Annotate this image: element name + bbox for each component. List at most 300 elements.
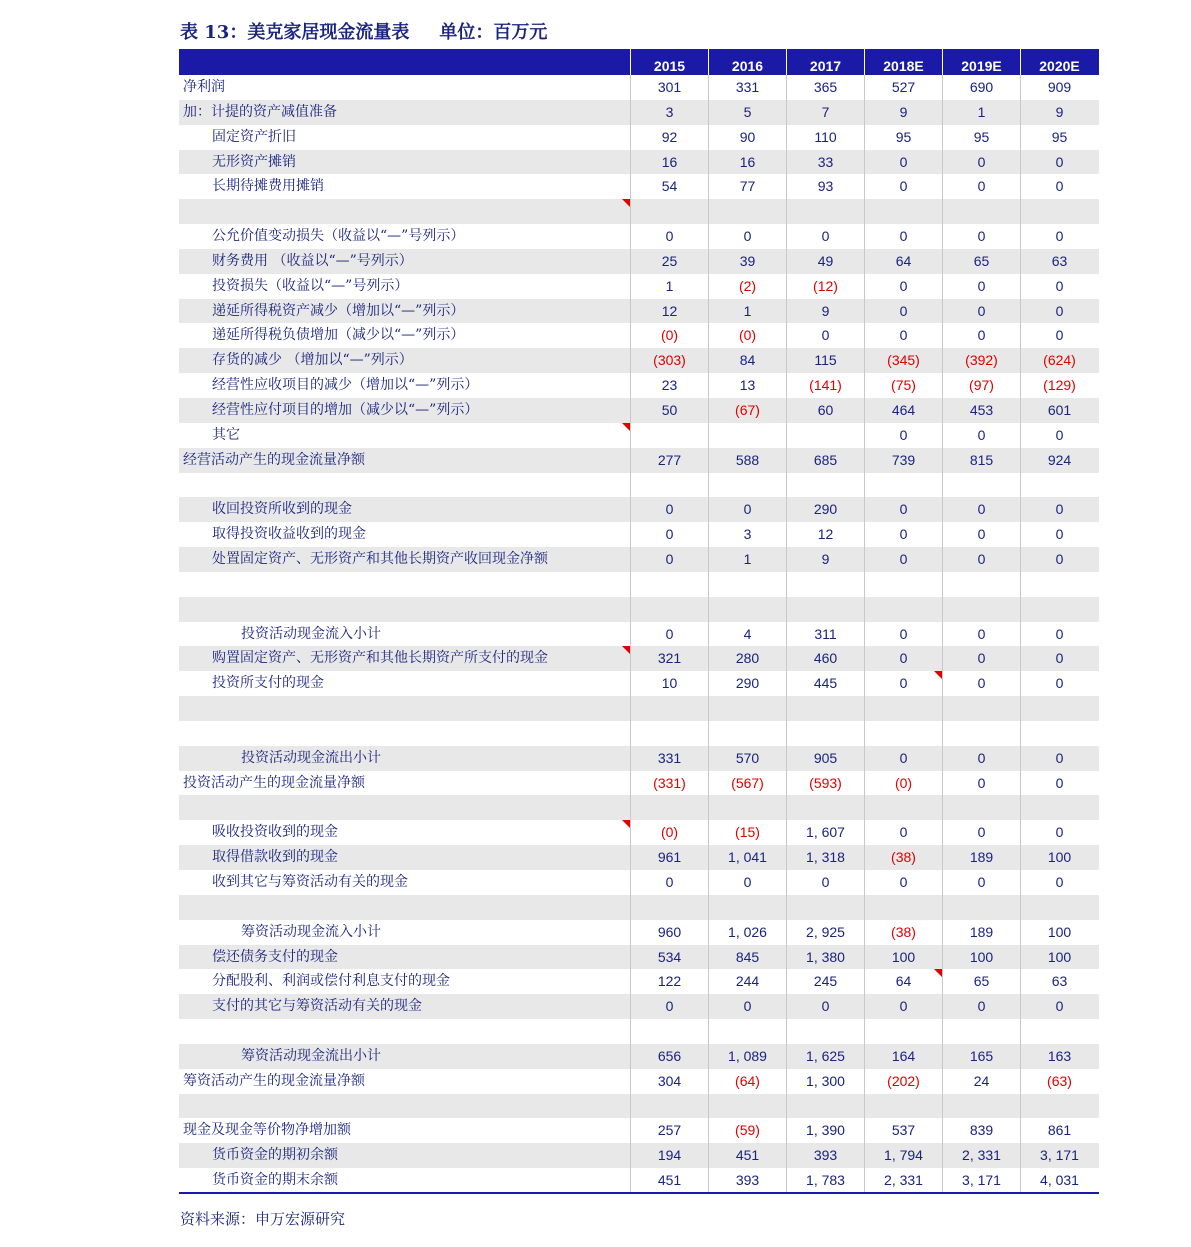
value-cell bbox=[786, 572, 864, 597]
value-cell: 0 bbox=[942, 870, 1020, 895]
table-row bbox=[179, 100, 1099, 125]
value-cell: 0 bbox=[942, 771, 1020, 796]
value-cell: 1, 318 bbox=[786, 845, 864, 870]
row-label: 经营性应收项目的减少（增加以“—”列示） bbox=[212, 377, 479, 394]
value-cell: 451 bbox=[630, 1168, 708, 1193]
value-cell: (15) bbox=[708, 820, 786, 845]
value-cell: 0 bbox=[864, 547, 942, 572]
value-cell bbox=[1020, 721, 1098, 746]
comment-flag-icon bbox=[934, 969, 942, 977]
row-label bbox=[179, 895, 630, 920]
table-row bbox=[179, 249, 1099, 274]
row-label: 存货的减少 （增加以“—”列示） bbox=[212, 352, 413, 369]
value-cell: 464 bbox=[864, 398, 942, 423]
value-cell: 1, 380 bbox=[786, 945, 864, 970]
value-cell: 1 bbox=[708, 547, 786, 572]
year-header: 2018E bbox=[864, 49, 942, 75]
value-cell: 95 bbox=[942, 125, 1020, 150]
row-label: 加：计提的资产减值准备 bbox=[183, 103, 337, 120]
value-cell: 64 bbox=[864, 969, 942, 994]
value-cell bbox=[864, 473, 942, 498]
row-label: 取得借款收到的现金 bbox=[212, 849, 338, 866]
row-label: 经营活动产生的现金流量净额 bbox=[183, 451, 365, 468]
value-cell: 1 bbox=[708, 299, 786, 324]
table-row bbox=[179, 820, 1099, 845]
row-label bbox=[179, 721, 630, 746]
value-cell: (0) bbox=[630, 820, 708, 845]
value-cell: 95 bbox=[1020, 125, 1098, 150]
value-cell: 64 bbox=[864, 249, 942, 274]
value-cell: 0 bbox=[864, 497, 942, 522]
value-cell: 2, 331 bbox=[942, 1143, 1020, 1168]
value-cell: 93 bbox=[786, 174, 864, 199]
value-cell: 0 bbox=[864, 870, 942, 895]
value-cell: 0 bbox=[864, 522, 942, 547]
value-cell bbox=[786, 1094, 864, 1119]
value-cell: 77 bbox=[708, 174, 786, 199]
row-label: 投资活动现金流入小计 bbox=[241, 625, 381, 642]
value-cell bbox=[708, 1094, 786, 1119]
value-cell: 0 bbox=[942, 274, 1020, 299]
value-cell bbox=[786, 1019, 864, 1044]
table-row bbox=[179, 373, 1099, 398]
row-label: 支付的其它与筹资活动有关的现金 bbox=[212, 998, 422, 1015]
row-label: 投资所支付的现金 bbox=[212, 675, 324, 692]
value-cell bbox=[1020, 199, 1098, 224]
value-cell: (59) bbox=[708, 1118, 786, 1143]
table-row bbox=[179, 522, 1099, 547]
value-cell bbox=[708, 721, 786, 746]
value-cell: (64) bbox=[708, 1069, 786, 1094]
value-cell: 164 bbox=[864, 1044, 942, 1069]
value-cell bbox=[630, 597, 708, 622]
value-cell: 100 bbox=[1020, 920, 1098, 945]
value-cell: 0 bbox=[630, 522, 708, 547]
table-row bbox=[179, 1069, 1099, 1094]
value-cell: 163 bbox=[1020, 1044, 1098, 1069]
row-label: 经营性应付项目的增加（减少以“—”列示） bbox=[212, 401, 479, 418]
value-cell: 0 bbox=[942, 646, 1020, 671]
value-cell: 537 bbox=[864, 1118, 942, 1143]
value-cell bbox=[942, 895, 1020, 920]
value-cell: 16 bbox=[630, 150, 708, 175]
value-cell: 257 bbox=[630, 1118, 708, 1143]
row-label: 投资活动产生的现金流量净额 bbox=[183, 774, 365, 791]
value-cell: 839 bbox=[942, 1118, 1020, 1143]
table-row bbox=[179, 274, 1099, 299]
value-cell: 1 bbox=[942, 100, 1020, 125]
value-cell: 115 bbox=[786, 348, 864, 373]
table-row bbox=[179, 323, 1099, 348]
table-row bbox=[179, 299, 1099, 324]
value-cell: 9 bbox=[864, 100, 942, 125]
row-label: 筹资活动现金流入小计 bbox=[241, 923, 381, 940]
row-label bbox=[179, 199, 630, 224]
value-cell: 0 bbox=[1020, 646, 1098, 671]
row-label bbox=[179, 572, 630, 597]
year-header: 2020E bbox=[1020, 49, 1098, 75]
value-cell: 0 bbox=[708, 497, 786, 522]
row-label: 货币资金的期初余额 bbox=[212, 1147, 338, 1164]
table-row bbox=[179, 622, 1099, 647]
value-cell: 445 bbox=[786, 671, 864, 696]
value-cell: 244 bbox=[708, 969, 786, 994]
value-cell: 0 bbox=[786, 224, 864, 249]
value-cell: 1, 794 bbox=[864, 1143, 942, 1168]
table-row bbox=[179, 1019, 1099, 1044]
value-cell: 100 bbox=[1020, 945, 1098, 970]
header-label-cell bbox=[179, 49, 630, 75]
table-row bbox=[179, 199, 1099, 224]
value-cell: 393 bbox=[786, 1143, 864, 1168]
row-label: 投资损失（收益以“—”号列示） bbox=[212, 277, 409, 294]
value-cell: 588 bbox=[708, 448, 786, 473]
table-title bbox=[180, 18, 547, 44]
value-cell: 0 bbox=[708, 870, 786, 895]
value-cell: 321 bbox=[630, 646, 708, 671]
row-label: 公允价值变动损失（收益以“—”号列示） bbox=[212, 228, 465, 245]
year-header: 2019E bbox=[942, 49, 1020, 75]
value-cell: 1, 607 bbox=[786, 820, 864, 845]
value-cell: 301 bbox=[630, 75, 708, 100]
value-cell: 0 bbox=[786, 323, 864, 348]
value-cell: 9 bbox=[786, 547, 864, 572]
value-cell bbox=[786, 473, 864, 498]
year-header: 2016 bbox=[708, 49, 786, 75]
value-cell: (141) bbox=[786, 373, 864, 398]
value-cell: 110 bbox=[786, 125, 864, 150]
table-body bbox=[179, 75, 1099, 1193]
value-cell bbox=[864, 1094, 942, 1119]
row-label: 收回投资所收到的现金 bbox=[212, 501, 352, 518]
value-cell bbox=[942, 721, 1020, 746]
value-cell bbox=[864, 572, 942, 597]
value-cell: 0 bbox=[864, 746, 942, 771]
value-cell: 65 bbox=[942, 249, 1020, 274]
value-cell: 290 bbox=[786, 497, 864, 522]
table-row bbox=[179, 945, 1099, 970]
comment-flag-icon bbox=[622, 646, 630, 654]
value-cell: (2) bbox=[708, 274, 786, 299]
value-cell: (331) bbox=[630, 771, 708, 796]
value-cell: (624) bbox=[1020, 348, 1098, 373]
row-label: 其它 bbox=[212, 426, 240, 443]
value-cell: 1, 089 bbox=[708, 1044, 786, 1069]
value-cell: 0 bbox=[942, 497, 1020, 522]
value-cell: 1, 783 bbox=[786, 1168, 864, 1193]
table-row bbox=[179, 75, 1099, 100]
value-cell bbox=[630, 1094, 708, 1119]
table-row bbox=[179, 174, 1099, 199]
value-cell: 0 bbox=[1020, 174, 1098, 199]
value-cell bbox=[942, 696, 1020, 721]
value-cell: 13 bbox=[708, 373, 786, 398]
value-cell: 12 bbox=[630, 299, 708, 324]
value-cell bbox=[1020, 473, 1098, 498]
value-cell: 0 bbox=[630, 870, 708, 895]
value-cell: 10 bbox=[630, 671, 708, 696]
value-cell bbox=[786, 597, 864, 622]
value-cell: 0 bbox=[942, 820, 1020, 845]
value-cell: 739 bbox=[864, 448, 942, 473]
table-row bbox=[179, 1118, 1099, 1143]
value-cell: 0 bbox=[1020, 994, 1098, 1019]
value-cell: 453 bbox=[942, 398, 1020, 423]
value-cell: 33 bbox=[786, 150, 864, 175]
value-cell: 0 bbox=[864, 174, 942, 199]
table-row bbox=[179, 671, 1099, 696]
value-cell bbox=[786, 721, 864, 746]
value-cell: 0 bbox=[630, 994, 708, 1019]
table-row bbox=[179, 795, 1099, 820]
row-label: 现金及现金等价物净增加额 bbox=[183, 1122, 351, 1139]
value-cell: 0 bbox=[1020, 522, 1098, 547]
value-cell bbox=[1020, 572, 1098, 597]
value-cell: 905 bbox=[786, 746, 864, 771]
value-cell: 0 bbox=[942, 174, 1020, 199]
value-cell: 1, 390 bbox=[786, 1118, 864, 1143]
value-cell: 601 bbox=[1020, 398, 1098, 423]
value-cell: 2, 331 bbox=[864, 1168, 942, 1193]
row-label: 财务费用 （收益以“—”号列示） bbox=[212, 252, 413, 269]
table-row bbox=[179, 1044, 1099, 1069]
table-row bbox=[179, 920, 1099, 945]
value-cell: 0 bbox=[864, 671, 942, 696]
value-cell bbox=[708, 572, 786, 597]
bottom-rule bbox=[179, 1192, 1099, 1194]
value-cell: 845 bbox=[708, 945, 786, 970]
value-cell: 0 bbox=[630, 497, 708, 522]
value-cell: 7 bbox=[786, 100, 864, 125]
row-label: 购置固定资产、无形资产和其他长期资产所支付的现金 bbox=[212, 650, 548, 667]
value-cell: 909 bbox=[1020, 75, 1098, 100]
table-row bbox=[179, 572, 1099, 597]
value-cell: 0 bbox=[786, 870, 864, 895]
row-label bbox=[179, 1019, 630, 1044]
table-row bbox=[179, 746, 1099, 771]
value-cell: 0 bbox=[942, 522, 1020, 547]
value-cell: 0 bbox=[1020, 423, 1098, 448]
value-cell: 100 bbox=[1020, 845, 1098, 870]
table-row bbox=[179, 597, 1099, 622]
comment-flag-icon bbox=[622, 423, 630, 431]
comment-flag-icon bbox=[622, 820, 630, 828]
row-label bbox=[179, 696, 630, 721]
value-cell bbox=[864, 895, 942, 920]
value-cell: 0 bbox=[1020, 299, 1098, 324]
value-cell: 0 bbox=[1020, 820, 1098, 845]
value-cell: 0 bbox=[942, 299, 1020, 324]
value-cell: (0) bbox=[630, 323, 708, 348]
table-row bbox=[179, 1168, 1099, 1193]
value-cell: (97) bbox=[942, 373, 1020, 398]
value-cell: 0 bbox=[1020, 622, 1098, 647]
value-cell: 95 bbox=[864, 125, 942, 150]
value-cell bbox=[1020, 597, 1098, 622]
value-cell: (0) bbox=[864, 771, 942, 796]
value-cell: 0 bbox=[708, 224, 786, 249]
value-cell: 0 bbox=[864, 646, 942, 671]
value-cell bbox=[708, 597, 786, 622]
value-cell: 92 bbox=[630, 125, 708, 150]
row-label bbox=[179, 597, 630, 622]
row-label: 处置固定资产、无形资产和其他长期资产收回现金净额 bbox=[212, 551, 548, 568]
table-row bbox=[179, 721, 1099, 746]
value-cell: 9 bbox=[1020, 100, 1098, 125]
source-note: 资料来源：申万宏源研究 bbox=[180, 1210, 346, 1228]
value-cell: 290 bbox=[708, 671, 786, 696]
table-row bbox=[179, 398, 1099, 423]
value-cell: 0 bbox=[1020, 274, 1098, 299]
value-cell: 0 bbox=[1020, 224, 1098, 249]
value-cell: 4 bbox=[708, 622, 786, 647]
value-cell: 365 bbox=[786, 75, 864, 100]
value-cell: 54 bbox=[630, 174, 708, 199]
value-cell: 25 bbox=[630, 249, 708, 274]
value-cell: 0 bbox=[1020, 323, 1098, 348]
header-row bbox=[179, 49, 1099, 75]
value-cell: 194 bbox=[630, 1143, 708, 1168]
value-cell: 0 bbox=[942, 622, 1020, 647]
row-label: 货币资金的期末余额 bbox=[212, 1172, 338, 1189]
value-cell bbox=[942, 199, 1020, 224]
value-cell: 0 bbox=[1020, 671, 1098, 696]
table-row bbox=[179, 473, 1099, 498]
value-cell: 3 bbox=[708, 522, 786, 547]
value-cell: 100 bbox=[942, 945, 1020, 970]
table-row bbox=[179, 125, 1099, 150]
value-cell: 861 bbox=[1020, 1118, 1098, 1143]
value-cell: 0 bbox=[708, 994, 786, 1019]
table-row bbox=[179, 1143, 1099, 1168]
unit-text: 单位：百万元 bbox=[439, 22, 548, 43]
value-cell: 165 bbox=[942, 1044, 1020, 1069]
value-cell bbox=[630, 895, 708, 920]
value-cell bbox=[786, 895, 864, 920]
value-cell: 39 bbox=[708, 249, 786, 274]
value-cell: 331 bbox=[708, 75, 786, 100]
value-cell bbox=[630, 473, 708, 498]
table-row bbox=[179, 224, 1099, 249]
value-cell: 0 bbox=[864, 224, 942, 249]
value-cell: 690 bbox=[942, 75, 1020, 100]
value-cell bbox=[708, 423, 786, 448]
value-cell: 1, 300 bbox=[786, 1069, 864, 1094]
value-cell: 84 bbox=[708, 348, 786, 373]
value-cell: 100 bbox=[864, 945, 942, 970]
table-row bbox=[179, 969, 1099, 994]
table-row bbox=[179, 1094, 1099, 1119]
value-cell bbox=[708, 1019, 786, 1044]
value-cell: 3, 171 bbox=[942, 1168, 1020, 1193]
row-label: 吸收投资收到的现金 bbox=[212, 824, 338, 841]
value-cell: (129) bbox=[1020, 373, 1098, 398]
value-cell: 0 bbox=[864, 274, 942, 299]
value-cell: 4, 031 bbox=[1020, 1168, 1098, 1193]
row-label: 净利润 bbox=[183, 79, 225, 95]
value-cell: 60 bbox=[786, 398, 864, 423]
value-cell: 527 bbox=[864, 75, 942, 100]
value-cell bbox=[864, 199, 942, 224]
value-cell: (345) bbox=[864, 348, 942, 373]
table-row bbox=[179, 448, 1099, 473]
value-cell: (75) bbox=[864, 373, 942, 398]
value-cell: 0 bbox=[942, 323, 1020, 348]
value-cell bbox=[1020, 895, 1098, 920]
table-row bbox=[179, 150, 1099, 175]
table-row bbox=[179, 423, 1099, 448]
value-cell: (12) bbox=[786, 274, 864, 299]
value-cell bbox=[630, 572, 708, 597]
value-cell: 685 bbox=[786, 448, 864, 473]
table-row bbox=[179, 497, 1099, 522]
value-cell bbox=[708, 199, 786, 224]
row-label: 筹资活动现金流出小计 bbox=[241, 1047, 381, 1064]
value-cell: 0 bbox=[942, 547, 1020, 572]
value-cell: 122 bbox=[630, 969, 708, 994]
value-cell: 0 bbox=[1020, 746, 1098, 771]
value-cell bbox=[630, 423, 708, 448]
value-cell bbox=[786, 795, 864, 820]
row-label bbox=[179, 795, 630, 820]
value-cell: 0 bbox=[942, 671, 1020, 696]
value-cell: 460 bbox=[786, 646, 864, 671]
value-cell: 0 bbox=[1020, 497, 1098, 522]
row-label bbox=[179, 1094, 630, 1119]
value-cell: 0 bbox=[864, 820, 942, 845]
value-cell: (38) bbox=[864, 845, 942, 870]
value-cell bbox=[942, 1019, 1020, 1044]
table-row bbox=[179, 348, 1099, 373]
value-cell: 1 bbox=[630, 274, 708, 299]
row-label: 取得投资收益收到的现金 bbox=[212, 526, 366, 543]
value-cell: 3 bbox=[630, 100, 708, 125]
value-cell: 0 bbox=[864, 622, 942, 647]
value-cell: 0 bbox=[864, 299, 942, 324]
value-cell: (0) bbox=[708, 323, 786, 348]
value-cell bbox=[1020, 795, 1098, 820]
value-cell: 960 bbox=[630, 920, 708, 945]
value-cell: 1, 041 bbox=[708, 845, 786, 870]
row-label: 筹资活动产生的现金流量净额 bbox=[183, 1072, 365, 1089]
value-cell: (567) bbox=[708, 771, 786, 796]
table-row bbox=[179, 771, 1099, 796]
value-cell: 65 bbox=[942, 969, 1020, 994]
value-cell bbox=[864, 696, 942, 721]
value-cell: 0 bbox=[864, 323, 942, 348]
value-cell: 0 bbox=[864, 150, 942, 175]
value-cell: 924 bbox=[1020, 448, 1098, 473]
value-cell bbox=[786, 199, 864, 224]
value-cell: 49 bbox=[786, 249, 864, 274]
value-cell bbox=[630, 1019, 708, 1044]
value-cell: 0 bbox=[1020, 771, 1098, 796]
value-cell: 1, 026 bbox=[708, 920, 786, 945]
value-cell: 393 bbox=[708, 1168, 786, 1193]
value-cell: 245 bbox=[786, 969, 864, 994]
value-cell: (392) bbox=[942, 348, 1020, 373]
value-cell: 3, 171 bbox=[1020, 1143, 1098, 1168]
row-label: 长期待摊费用摊销 bbox=[212, 178, 324, 195]
table-row bbox=[179, 547, 1099, 572]
value-cell bbox=[786, 423, 864, 448]
row-label: 偿还债务支付的现金 bbox=[212, 948, 338, 965]
table-row bbox=[179, 696, 1099, 721]
value-cell: (38) bbox=[864, 920, 942, 945]
value-cell: 451 bbox=[708, 1143, 786, 1168]
row-label: 分配股利、利润或偿付利息支付的现金 bbox=[212, 973, 450, 990]
value-cell: 656 bbox=[630, 1044, 708, 1069]
